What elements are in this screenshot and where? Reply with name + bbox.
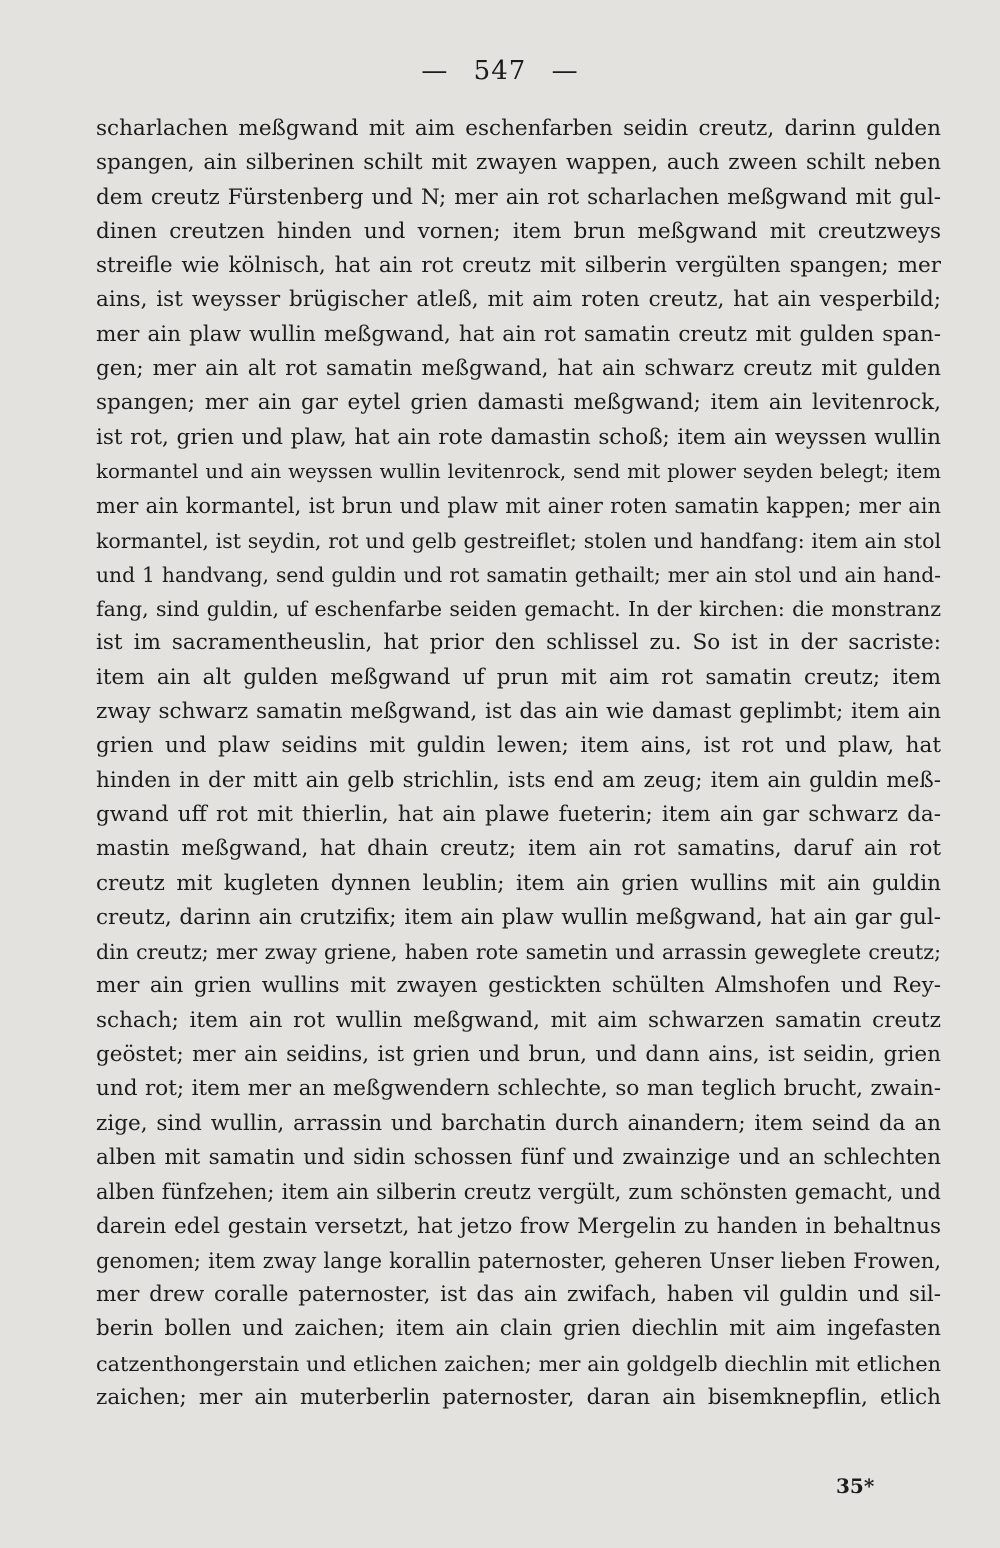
text-line: alben mit samatin und sidin schossen fünf und zwainzige und an schlechten — [96, 1144, 941, 1170]
page-number: 547 — [473, 56, 527, 86]
text-line: mer drew coralle paternoster, ist das ain zwifach, haben vil guldin und sil- — [96, 1282, 941, 1308]
text-line: genomen; item zway lange korallin paternoster, geheren Unser lieben Frowen, — [96, 1248, 941, 1273]
text-line: gwand uff rot mit thierlin, hat ain plawe fueterin; item ain gar schwarz da- — [96, 801, 941, 827]
text-line: darein edel gestain versetzt, hat jetzo frow Mergelin zu handen in behaltnus — [96, 1213, 941, 1239]
header-dash-left: — — [421, 56, 449, 86]
header-dash-right: — — [551, 56, 579, 86]
text-line: creutz mit kugleten dynnen leublin; item ain grien wullins mit ain guldin — [96, 870, 941, 896]
text-line: spangen; mer ain gar eytel grien damasti meßgwand; item ain levitenrock, — [96, 390, 941, 416]
text-line: zige, sind wullin, arrassin und barchatin durch ainandern; item seind da an — [96, 1110, 941, 1136]
text-line: ist im sacramentheuslin, hat prior den schlissel zu. So ist in der sacriste: — [96, 630, 941, 656]
text-line: schach; item ain rot wullin meßgwand, mit aim schwarzen samatin creutz — [96, 1007, 941, 1033]
text-line: geöstet; mer ain seidins, ist grien und brun, und dann ains, ist seidin, grien — [96, 1042, 941, 1068]
text-line: dinen creutzen hinden und vornen; item brun meßgwand mit creutzweys — [96, 218, 941, 244]
text-line: fang, sind guldin, uf eschenfarbe seiden gemacht. In der kirchen: die monstranz — [96, 597, 941, 622]
text-line: dem creutz Fürstenberg und N; mer ain rot scharlachen meßgwand mit gul- — [96, 184, 941, 210]
text-line: kormantel, ist seydin, rot und gelb gestreiflet; stolen und handfang: item ain stol — [96, 528, 941, 553]
text-line: mer ain grien wullins mit zwayen gestickten schülten Almshofen und Rey- — [96, 973, 941, 999]
text-line: spangen, ain silberinen schilt mit zwayen wappen, auch zween schilt neben — [96, 150, 941, 176]
text-line: scharlachen meßgwand mit aim eschenfarben seidin creutz, darinn gulden — [96, 116, 941, 141]
text-line: zaichen; mer ain muterberlin paternoster, daran ain bisemknepflin, etlich — [96, 1384, 941, 1410]
text-line: din creutz; mer zway griene, haben rote sametin und arrassin geweglete creutz; — [96, 940, 941, 965]
text-line: catzenthongerstain und etlichen zaichen; mer ain goldgelb diechlin mit etlichen — [96, 1351, 941, 1376]
page-header — [0, 56, 1000, 86]
text-line: mer ain plaw wullin meßgwand, hat ain rot samatin creutz mit gulden span- — [96, 321, 941, 347]
text-line: ist rot, grien und plaw, hat ain rote damastin schoß; item ain weyssen wullin — [96, 424, 941, 450]
text-line: mer ain kormantel, ist brun und plaw mit ainer roten samatin kappen; mer ain — [96, 494, 941, 519]
text-line: hinden in der mitt ain gelb strichlin, ists end am zeug; item ain guldin meß- — [96, 767, 941, 793]
text-line: und rot; item mer an meßgwendern schlechte, so man teglich brucht, zwain- — [96, 1076, 941, 1102]
text-line: zway schwarz samatin meßgwand, ist das ain wie damast geplimbt; item ain — [96, 699, 941, 725]
text-line: item ain alt gulden meßgwand uf prun mit aim rot samatin creutz; item — [96, 664, 941, 690]
text-line: grien und plaw seidins mit guldin lewen; item ains, ist rot und plaw, hat — [96, 733, 941, 759]
body-text — [96, 112, 941, 1415]
text-line: kormantel und ain weyssen wullin levitenrock, send mit plower seyden belegt; item — [96, 459, 941, 483]
text-line: mastin meßgwand, hat dhain creutz; item ain rot samatins, daruf ain rot — [96, 836, 941, 862]
text-line: und 1 handvang, send guldin und rot samatin gethailt; mer ain stol und ain hand- — [96, 562, 941, 587]
text-line: berin bollen und zaichen; item ain clain grien diechlin mit aim ingefasten — [96, 1316, 941, 1342]
text-line: alben fünfzehen; item ain silberin creutz vergült, zum schönsten gemacht, und — [96, 1180, 941, 1205]
text-line: gen; mer ain alt rot samatin meßgwand, hat ain schwarz creutz mit gulden — [96, 356, 941, 382]
signature-mark: 35* — [836, 1474, 875, 1498]
text-line: streifle wie kölnisch, hat ain rot creutz mit silberin vergülten spangen; mer — [96, 253, 941, 279]
text-line: creutz, darinn ain crutzifix; item ain plaw wullin meßgwand, hat ain gar gul- — [96, 904, 941, 930]
text-line: ains, ist weysser brügischer atleß, mit aim roten creutz, hat ain vesperbild; — [96, 287, 941, 313]
